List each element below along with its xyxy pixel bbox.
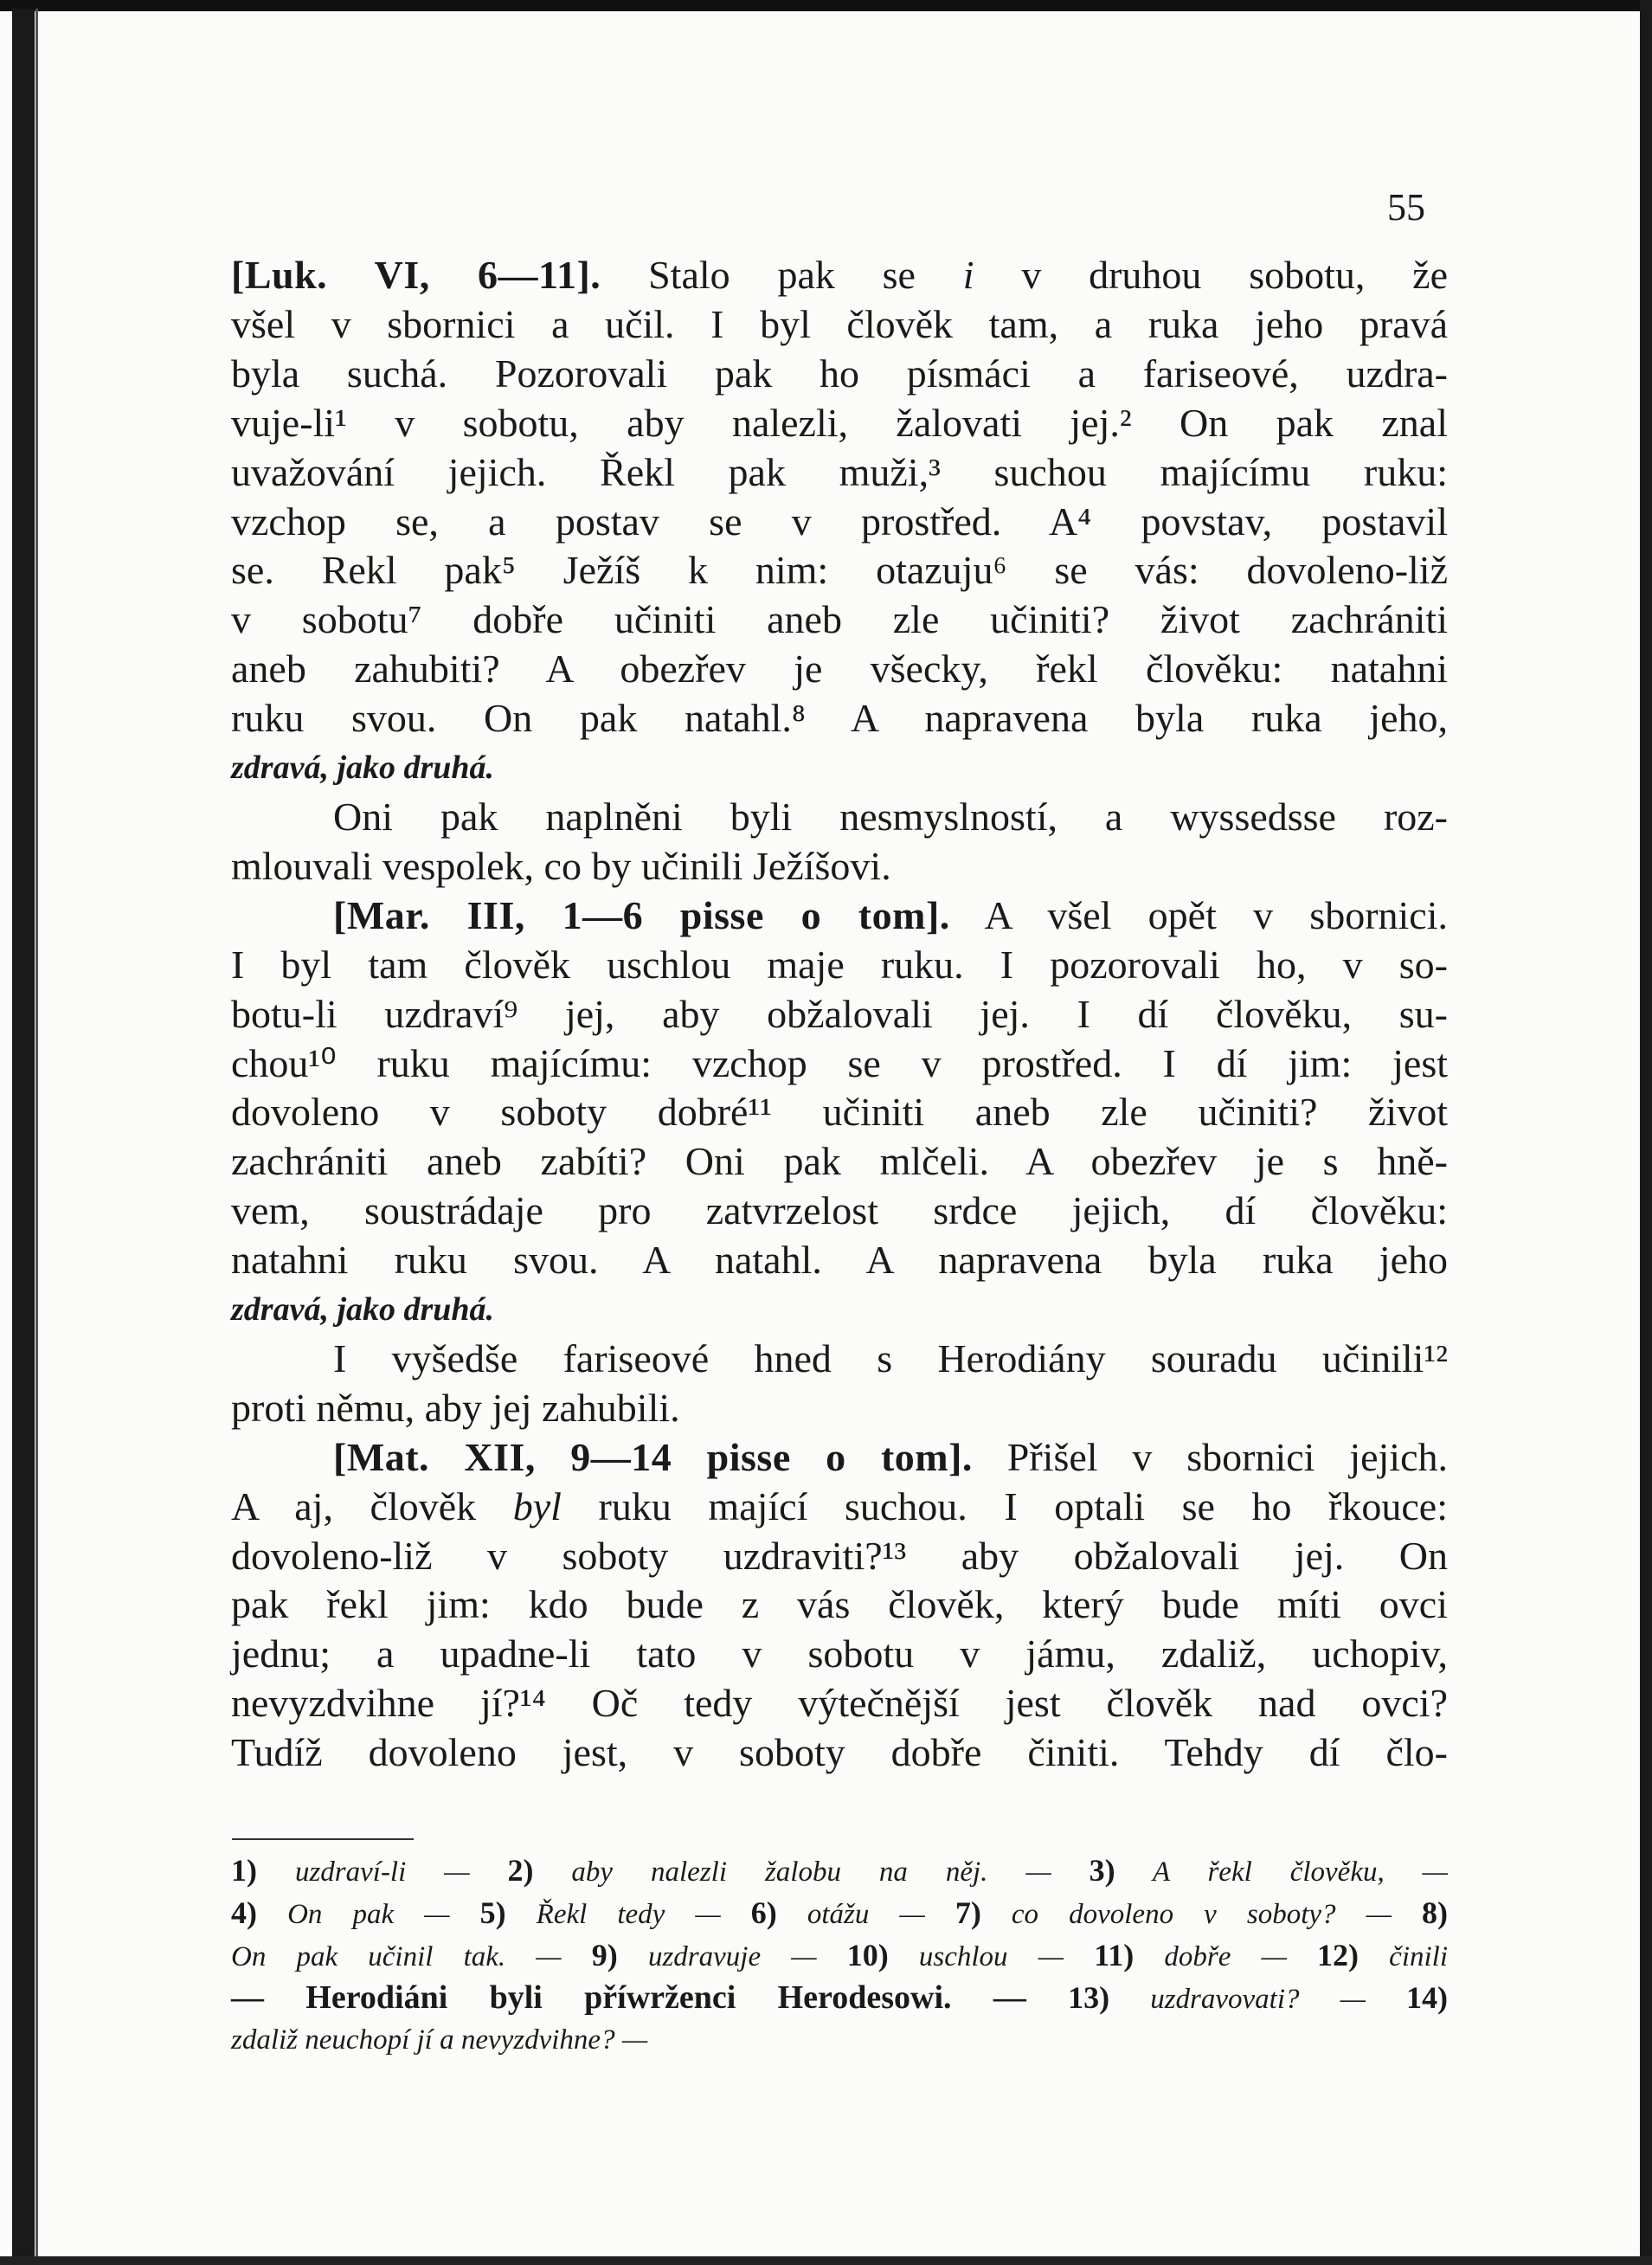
text-line: I vyšedše fariseové hned s Herodiány souradu učinili¹²	[333, 1335, 1448, 1380]
text-line: aneb zahubiti? A obezřev je všecky, řekl člověku: natahni	[231, 647, 1448, 692]
text-line: natahni ruku svou. A natahl. A napravena byla ruka jeho	[231, 1238, 1448, 1283]
text-line: [Luk. VI, 6—11]. Stalo pak se i v druhou sobotu, že	[231, 253, 1448, 297]
text-line: dovoleno v soboty dobré¹¹ učiniti aneb zle učiniti? život	[231, 1090, 1448, 1135]
footnote-rule	[232, 1838, 414, 1840]
text-line: [Mat. XII, 9—14 pisse o tom]. Přišel v sbornici jejich.	[333, 1434, 1448, 1479]
text-line: vzchop se, a postav se v prostřed. A⁴ povstav, postavil	[231, 499, 1448, 544]
page-number: 55	[1387, 186, 1425, 228]
scan-edge-left-inner	[35, 9, 38, 2259]
text-line: v sobotu⁷ dobře učiniti aneb zle učiniti? život zachrániti	[231, 597, 1448, 642]
text-line: všel v sbornici a učil. I byl člověk tam, a ruka jeho pravá	[231, 301, 1448, 346]
text-line: uvažování jejich. Řekl pak muži,³ suchou majícímu ruku:	[231, 449, 1448, 494]
text-line: I byl tam člověk uschlou maje ruku. I pozorovali ho, v so-	[231, 942, 1448, 987]
text-line: Tudíž dovoleno jest, v soboty dobře činiti. Tehdy dí člo-	[231, 1730, 1448, 1775]
text-line: proti němu, aby jej zahubili.	[231, 1385, 680, 1430]
text-line: mlouvali vespolek, co by učinili Ježíšovi.	[231, 843, 891, 888]
text-line: vem, soustrádaje pro zatvrzelost srdce jejich, dí člověku:	[231, 1188, 1448, 1233]
text-line: nevyzdvihne jí?¹⁴ Oč tedy výtečnější jest člověk nad ovci?	[231, 1681, 1448, 1726]
text-line-italic: zdravá, jako druhá.	[231, 750, 495, 787]
scan-edge-right	[1640, 0, 1652, 2265]
scan-edge-bottom	[0, 2256, 1652, 2265]
text-line: byla suchá. Pozorovali pak ho písmáci a fariseové, uzdra-	[231, 351, 1448, 396]
text-line: chou¹⁰ ruku majícímu: vzchop se v prostřed. I dí jim: jest	[231, 1040, 1448, 1085]
body-text	[231, 251, 1448, 1778]
text-line: zachrániti aneb zabíti? Oni pak mlčeli. A obezřev je s hně-	[231, 1139, 1448, 1184]
text-line: A aj, člověk byl ruku mající suchou. I optali se ho řkouce:	[231, 1483, 1448, 1528]
footnote-line: On pak učinil tak. — 9) uzdravuje — 10) uschlou — 11) dobře — 12) činili	[231, 1938, 1448, 1972]
text-line: vuje-li¹ v sobotu, aby nalezli, žalovati jej.² On pak znal	[231, 400, 1448, 445]
text-line: pak řekl jim: kdo bude z vás člověk, který bude míti ovci	[231, 1582, 1448, 1627]
footnotes	[231, 1850, 1448, 2061]
text-line: jednu; a upadne-li tato v sobotu v jámu, zdaliž, uchopiv,	[231, 1631, 1448, 1676]
text-line: [Mar. III, 1—6 pisse o tom]. A všel opět v sbornici.	[333, 892, 1448, 937]
text-line: Oni pak naplněni byli nesmyslností, a wyssedsse roz-	[333, 794, 1448, 839]
footnote-line: zdaliž neuchopí jí a nevyzdvihne? —	[231, 2024, 648, 2056]
text-line: botu-li uzdraví⁹ jej, aby obžalovali jej. I dí člověku, su-	[231, 991, 1448, 1036]
scan-edge-left	[12, 9, 35, 2259]
text-line: se. Rekl pak⁵ Ježíš k nim: otazuju⁶ se vás: dovoleno-liž	[231, 548, 1448, 593]
text-line: dovoleno-liž v soboty uzdraviti?¹³ aby obžalovali jej. On	[231, 1533, 1448, 1578]
scan-edge-top	[0, 0, 1652, 11]
text-line-italic: zdravá, jako druhá.	[231, 1291, 495, 1329]
footnote-line: — Herodiáni byli příwrženci Herodesowi. — 13) uzdravovati? — 14)	[231, 1979, 1448, 2016]
footnote-line: 1) uzdraví-li — 2) aby nalezli žalobu na něj. — 3) A řekl člověku, —	[231, 1853, 1448, 1888]
footnote-line: 4) On pak — 5) Řekl tedy — 6) otážu — 7) co dovoleno v soboty? — 8)	[231, 1895, 1448, 1930]
text-line: ruku svou. On pak natahl.⁸ A napravena byla ruka jeho,	[231, 696, 1448, 741]
